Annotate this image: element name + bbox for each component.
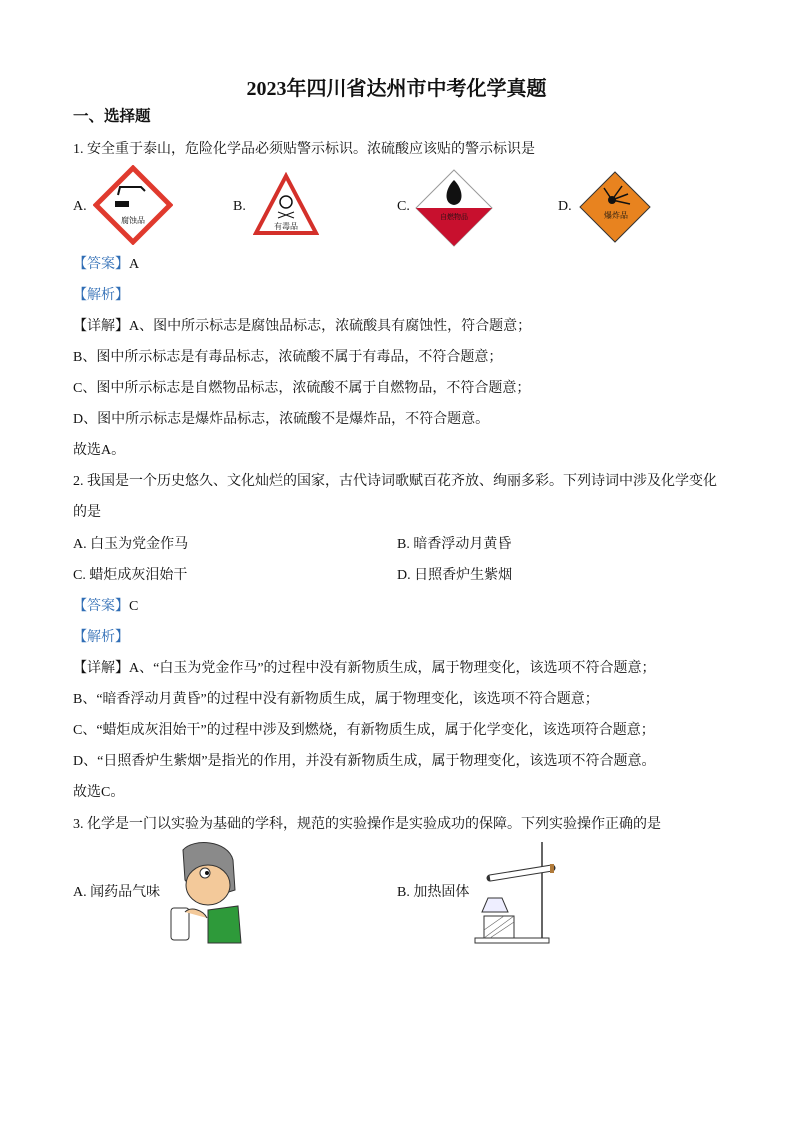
q2-answer xyxy=(73,598,138,616)
q2-option-d: D. 日照香炉生紫烟 xyxy=(397,568,513,583)
q3-option-b: B. 加热固体 xyxy=(397,885,470,900)
q1-analysis-tag: 【解析】 xyxy=(73,288,129,303)
q2-option-a: A. 白玉为党金作马 xyxy=(73,537,189,552)
answer-value: C xyxy=(129,599,139,614)
answer-tag: 【答案】 xyxy=(73,257,129,272)
toxic-sign-icon xyxy=(253,172,319,236)
page-title: 2023年四川省达州市中考化学真题 xyxy=(246,78,547,100)
q2-option-b: B. 暗香浮动月黄昏 xyxy=(397,537,512,552)
q1-conclusion: 故选A。 xyxy=(73,443,126,458)
flammable-sign-icon xyxy=(414,168,494,248)
q2-option-c: C. 蜡炬成灰泪始干 xyxy=(73,568,188,583)
svg-text:腐蚀品: 腐蚀品 xyxy=(121,216,145,225)
explosive-sign-icon xyxy=(578,170,652,244)
q2-stem: 2. 我国是一个历史悠久、文化灿烂的国家，古代诗词歌赋百花齐放、绚丽多彩。下列诗词中涉及化学变化 xyxy=(73,474,717,489)
corrosive-sign-icon xyxy=(93,165,173,245)
section-heading: 一、选择题 xyxy=(73,108,151,125)
answer-value: A xyxy=(129,257,140,272)
q2-detail: D、“日照香炉生紫烟”是指光的作用，并没有新物质生成，属于物理变化，该选项不符合题意。 xyxy=(73,754,656,769)
q2-detail: B、“暗香浮动月黄昏”的过程中没有新物质生成，属于物理变化，该选项不符合题意； xyxy=(73,692,599,707)
q1-answer xyxy=(73,256,139,274)
smelling-chemical-illustration-icon xyxy=(163,840,243,945)
q3-stem: 3. 化学是一门以实验为基础的学科，规范的实验操作是实验成功的保障。下列实验操作正确的是 xyxy=(73,817,661,832)
q3-option-a: A. 闻药品气味 xyxy=(73,885,161,900)
svg-text:自燃物品: 自燃物品 xyxy=(440,213,468,221)
q2-stem-cont: 的是 xyxy=(73,505,101,520)
q2-analysis-tag: 【解析】 xyxy=(73,630,129,645)
q2-conclusion: 故选C。 xyxy=(73,785,125,800)
q1-detail: B、图中所示标志是有毒品标志，浓硫酸不属于有毒品，不符合题意； xyxy=(73,350,503,365)
q1-option-b-label: B. xyxy=(233,199,246,214)
svg-text:有毒品: 有毒品 xyxy=(274,222,298,231)
q1-detail: D、图中所示标志是爆炸品标志，浓硫酸不是爆炸品，不符合题意。 xyxy=(73,412,490,427)
q1-option-d-label: D. xyxy=(558,199,572,214)
heating-solid-apparatus-icon xyxy=(470,840,560,945)
q1-stem: 1. 安全重于泰山，危险化学品必须贴警示标识。浓硫酸应该贴的警示标识是 xyxy=(73,142,535,157)
q1-option-a-label: A. xyxy=(73,199,87,214)
q1-option-c-label: C. xyxy=(397,199,410,214)
svg-text:爆炸品: 爆炸品 xyxy=(604,211,628,220)
q2-detail: C、“蜡炬成灰泪始干”的过程中涉及到燃烧，有新物质生成，属于化学变化，该选项符合题意； xyxy=(73,723,655,738)
q2-detail: 【详解】A、“白玉为党金作马”的过程中没有新物质生成，属于物理变化，该选项不符合题意； xyxy=(73,661,656,676)
answer-tag: 【答案】 xyxy=(73,599,129,614)
q1-detail: 【详解】A、图中所示标志是腐蚀品标志，浓硫酸具有腐蚀性，符合题意； xyxy=(73,319,532,334)
q1-detail: C、图中所示标志是自燃物品标志，浓硫酸不属于自燃物品，不符合题意； xyxy=(73,381,531,396)
